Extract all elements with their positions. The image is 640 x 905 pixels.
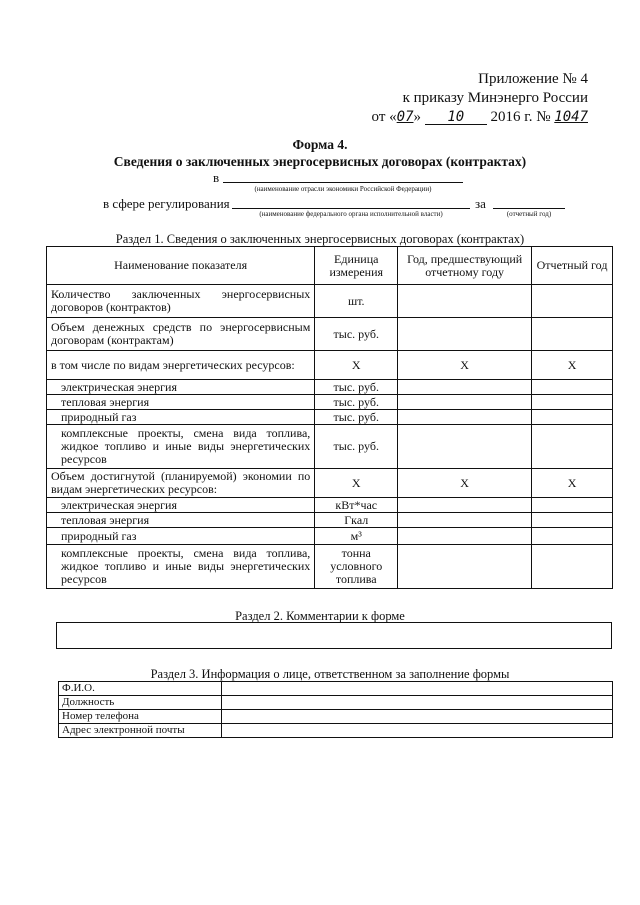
row-prev-cell[interactable] [398, 410, 532, 425]
table-header-row [47, 247, 613, 285]
in-label: в [213, 170, 220, 185]
row-cur-cell[interactable] [532, 410, 613, 425]
order-month: 10 [425, 110, 487, 125]
row-unit: тыс. руб. [315, 380, 398, 395]
contact-row [59, 696, 613, 710]
section3-table [58, 681, 613, 738]
row-name: природный газ [47, 410, 315, 425]
row-cur-cell[interactable] [532, 513, 613, 528]
row-cur-cell[interactable] [532, 425, 613, 469]
contact-label: Ф.И.О. [59, 682, 222, 696]
section3-title: Раздел 3. Информация о лице, ответственном за заполнение формы [150, 667, 510, 681]
row-prev-cell[interactable] [398, 513, 532, 528]
table-row [47, 395, 613, 410]
table-row [47, 425, 613, 469]
row-unit: м³ [315, 528, 398, 545]
contact-row [59, 682, 613, 696]
row-cur-cell[interactable] [532, 285, 613, 318]
row-unit: тыс. руб. [315, 318, 398, 351]
row-unit: Х [315, 469, 398, 498]
year-note: (отчетный год) [506, 210, 552, 218]
row-name: комплексные проекты, смена вида топлива, жидкое топливо и иные виды энергетических ресурсов [47, 545, 315, 589]
comment-box[interactable] [56, 622, 612, 649]
row-cur-cell[interactable] [532, 498, 613, 513]
row-name: в том числе по видам энергетических ресурсов: [47, 351, 315, 380]
industry-note: (наименование отрасли экономики Российской Федерации) [254, 185, 432, 193]
row-name: природный газ [47, 528, 315, 545]
order-reference: к приказу Минэнерго России [402, 90, 588, 106]
row-prev-cell[interactable] [398, 380, 532, 395]
row-prev-cell[interactable] [398, 498, 532, 513]
row-name: Объем денежных средств по энергосервисным договорам (контрактам) [47, 318, 315, 351]
row-unit: тыс. руб. [315, 410, 398, 425]
row-cur-cell[interactable] [532, 380, 613, 395]
row-unit: Гкал [315, 513, 398, 528]
annex-title: Приложение № 4 [478, 71, 588, 87]
row-prev-cell[interactable] [398, 318, 532, 351]
row-unit: шт. [315, 285, 398, 318]
form-subtitle: Сведения о заключенных энергосервисных договорах (контрактах) [113, 154, 527, 169]
row-prev-cell[interactable] [398, 395, 532, 410]
section1-table [46, 246, 613, 589]
row-cur-cell: Х [532, 469, 613, 498]
header-unit: Единица измерения [315, 247, 398, 285]
order-date-line [372, 108, 588, 126]
table-row [47, 498, 613, 513]
contact-value[interactable] [221, 710, 612, 724]
order-number: 1047 [554, 109, 588, 125]
section1-title: Раздел 1. Сведения о заключенных энергосервисных договорах (контрактах) [115, 232, 525, 246]
table-row [47, 528, 613, 545]
row-unit: тыс. руб. [315, 425, 398, 469]
authority-line[interactable] [232, 208, 470, 209]
row-unit: тонна условного топлива [315, 545, 398, 589]
table-row [47, 380, 613, 395]
contact-row [59, 724, 613, 738]
row-cur-cell: Х [532, 351, 613, 380]
row-name: Количество заключенных энергосервисных договоров (контрактов) [47, 285, 315, 318]
row-cur-cell[interactable] [532, 318, 613, 351]
row-prev-cell[interactable] [398, 285, 532, 318]
form-title: Форма 4. [292, 137, 348, 152]
table-row [47, 351, 613, 380]
row-prev-cell[interactable] [398, 528, 532, 545]
authority-note: (наименование федерального органа исполнительной власти) [259, 210, 443, 218]
row-unit: тыс. руб. [315, 395, 398, 410]
row-prev-cell: Х [398, 351, 532, 380]
order-day: 07 [396, 109, 414, 125]
header-prev-year: Год, предшествующий отчетному году [398, 247, 532, 285]
row-name: тепловая энергия [47, 395, 315, 410]
table-row [47, 469, 613, 498]
contact-label: Должность [59, 696, 222, 710]
row-prev-cell[interactable] [398, 425, 532, 469]
year-line[interactable] [493, 208, 565, 209]
row-name: электрическая энергия [47, 380, 315, 395]
contact-value[interactable] [221, 696, 612, 710]
contact-label: Адрес электронной почты [59, 724, 222, 738]
industry-line[interactable] [223, 182, 463, 183]
row-prev-cell: Х [398, 469, 532, 498]
row-name: Объем достигнутой (планируемой) экономии по видам энергетических ресурсов: [47, 469, 315, 498]
row-name: комплексные проекты, смена вида топлива, жидкое топливо и иные виды энергетических ресурсов [47, 425, 315, 469]
contact-value[interactable] [221, 724, 612, 738]
row-unit: кВт*час [315, 498, 398, 513]
section2-title: Раздел 2. Комментарии к форме [235, 609, 405, 623]
row-cur-cell[interactable] [532, 395, 613, 410]
row-cur-cell[interactable] [532, 528, 613, 545]
contact-label: Номер телефона [59, 710, 222, 724]
header-report-year: Отчетный год [532, 247, 613, 285]
header-indicator: Наименование показателя [47, 247, 315, 285]
za-label: за [475, 196, 486, 211]
order-year: 2016 г. № [490, 109, 551, 125]
date-prefix: от « [371, 109, 397, 125]
sphere-label: в сфере регулирования [103, 196, 230, 211]
table-row [47, 513, 613, 528]
contact-row [59, 710, 613, 724]
row-cur-cell[interactable] [532, 545, 613, 589]
table-row [47, 318, 613, 351]
table-row [47, 545, 613, 589]
row-name: электрическая энергия [47, 498, 315, 513]
row-prev-cell[interactable] [398, 545, 532, 589]
date-separator: » [413, 109, 421, 125]
contact-value[interactable] [221, 682, 612, 696]
row-unit: Х [315, 351, 398, 380]
table-row [47, 410, 613, 425]
row-name: тепловая энергия [47, 513, 315, 528]
table-row [47, 285, 613, 318]
